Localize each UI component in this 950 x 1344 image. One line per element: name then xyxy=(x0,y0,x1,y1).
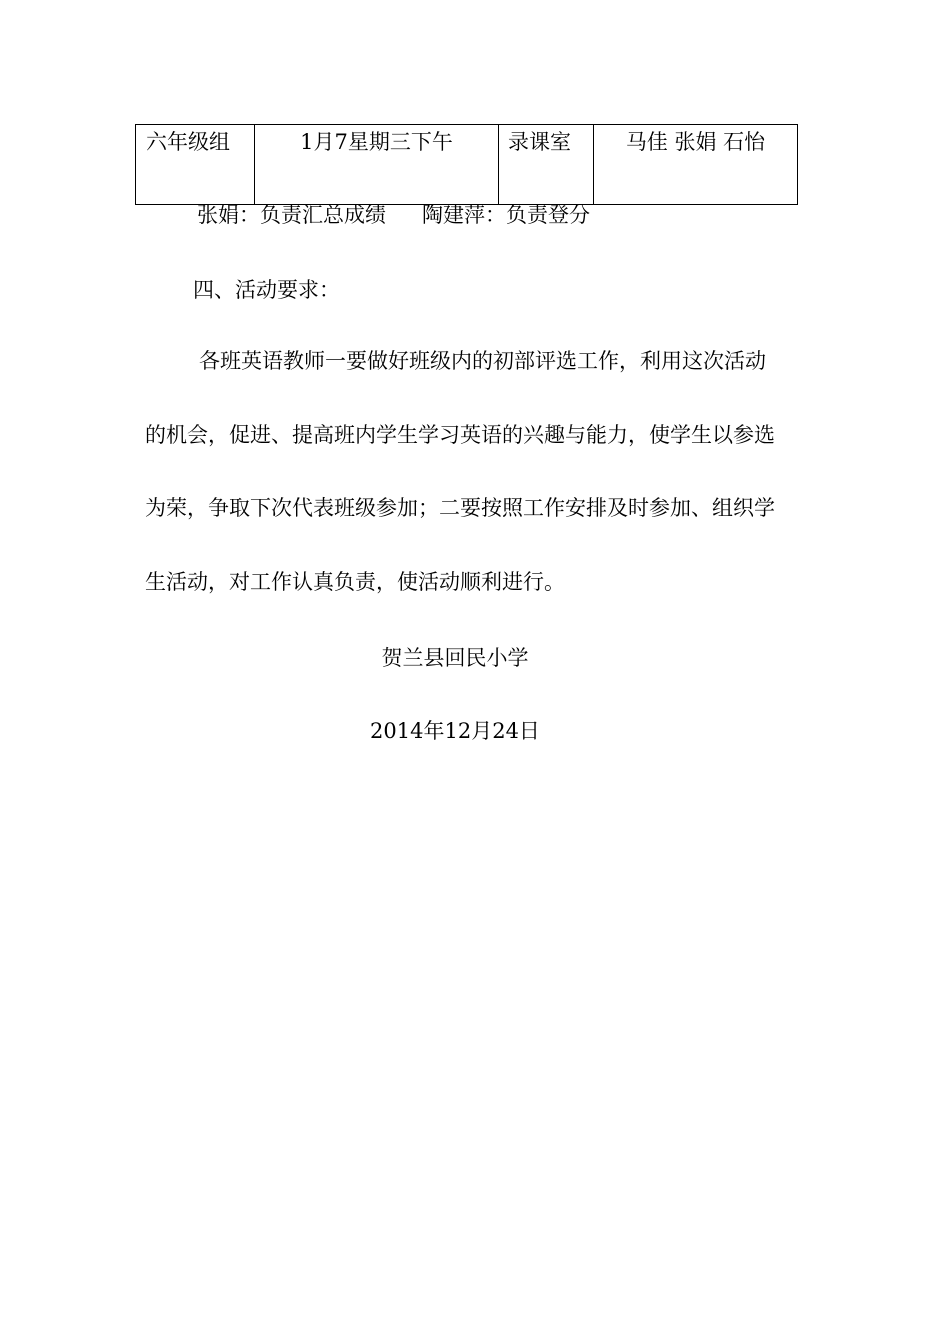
grade-group-cell: 六年级组 xyxy=(136,125,255,205)
location-cell: 录课室 xyxy=(499,125,594,205)
duty-summary: 张娟：负责汇总成绩 xyxy=(197,203,386,227)
requirements-line-1: 各班英语教师一要做好班级内的初部评选工作，利用这次活动 xyxy=(199,349,766,373)
duties-line xyxy=(197,201,590,229)
schedule-table xyxy=(135,124,798,205)
requirements-line-4: 生活动，对工作认真负责，使活动顺利进行。 xyxy=(145,570,565,594)
time-cell: 1月7星期三下午 xyxy=(255,125,499,205)
judges-cell: 马佳 张娟 石怡 xyxy=(594,125,798,205)
requirements-line-2: 的机会，促进、提高班内学生学习英语的兴趣与能力，使学生以参选 xyxy=(145,423,775,447)
requirements-line-3: 为荣，争取下次代表班级参加；二要按照工作安排及时参加、组织学 xyxy=(145,496,775,520)
signature-date: 2014年12月24日 xyxy=(370,719,540,743)
duty-registration: 陶建萍：负责登分 xyxy=(422,203,590,227)
section-heading: 四、活动要求： xyxy=(193,278,340,302)
table-row xyxy=(136,125,798,205)
signature-organization: 贺兰县回民小学 xyxy=(381,646,529,670)
